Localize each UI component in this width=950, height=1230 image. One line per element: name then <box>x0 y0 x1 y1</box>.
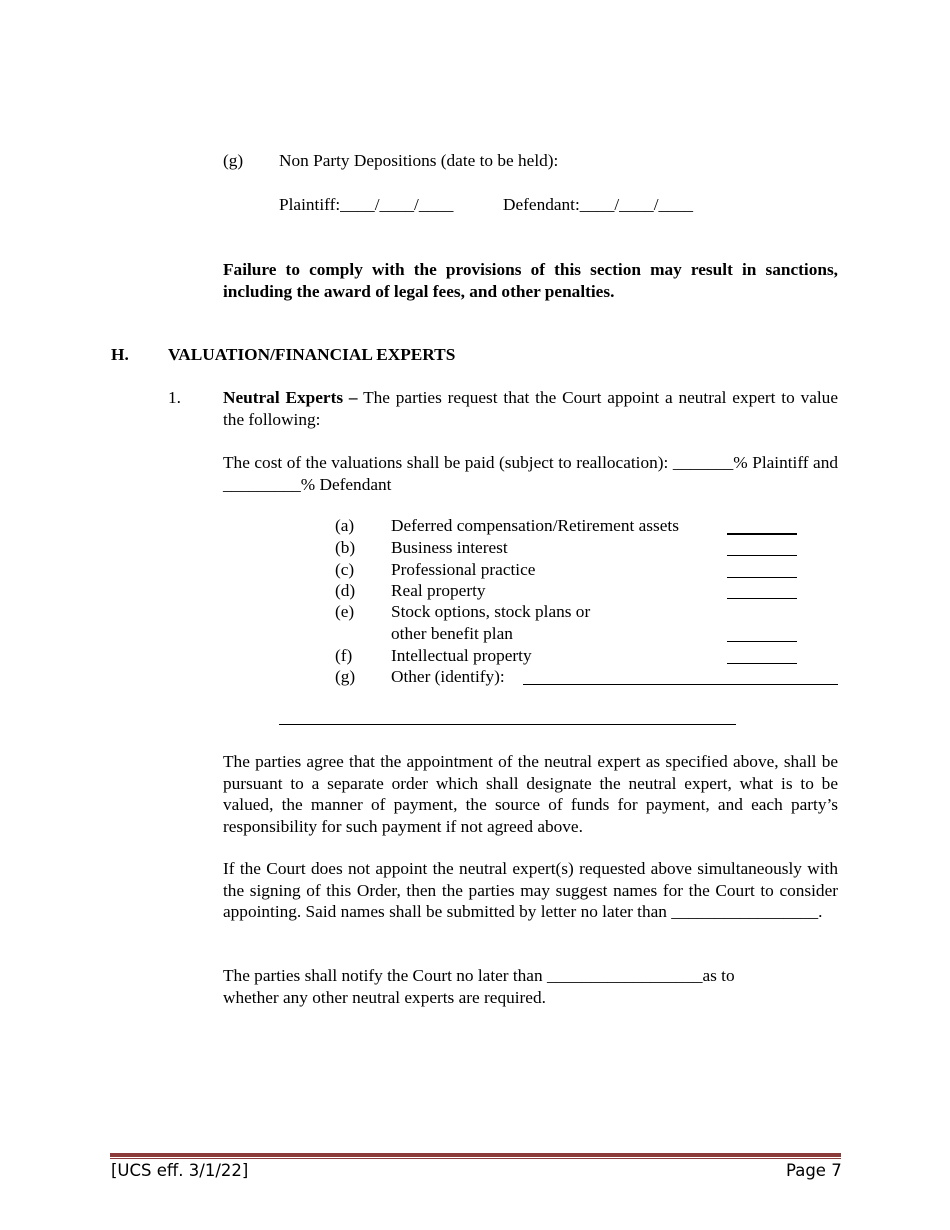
other-identify-blank-2[interactable] <box>279 724 736 725</box>
asset-text-f: Intellectual property <box>391 646 532 665</box>
footer-rule-thin <box>110 1158 841 1159</box>
notify-line-1: The parties shall notify the Court no later than __________________as to <box>223 966 735 985</box>
asset-blank-b[interactable] <box>727 555 797 556</box>
asset-blank-c[interactable] <box>727 577 797 578</box>
agreement-paragraph: The parties agree that the appointment of the neutral expert as specified above, shall be pursuant to a separate order which shall designate the neutral expert, what is to be valued, the manner of payment, the source of funds for payment, and each party’s responsibility for such payment if not agreed above. <box>223 752 838 836</box>
cost-allocation: The cost of the valuations shall be paid (subject to reallocation): _______% Plaintiff and _________% Defendant <box>223 453 838 494</box>
section-h-title: VALUATION/FINANCIAL EXPERTS <box>168 345 456 364</box>
section-h-letter: H. <box>111 345 129 364</box>
other-identify-blank[interactable] <box>523 684 838 685</box>
item-g-label: (g) <box>223 151 244 170</box>
notify-line-2: whether any other neutral experts are required. <box>223 988 546 1007</box>
para-1-body: The parties request that the Court appoint a neutral expert to value the following: <box>223 388 838 429</box>
footer-revision: [UCS eff. 3/1/22] <box>111 1161 249 1180</box>
asset-text-c: Professional practice <box>391 560 536 579</box>
asset-label-d: (d) <box>335 581 356 600</box>
footer-rule-thick <box>110 1153 841 1157</box>
para-1-text <box>223 387 838 430</box>
asset-text-d: Real property <box>391 581 486 600</box>
asset-text-a: Deferred compensation/Retirement assets <box>391 516 679 535</box>
asset-text-e: Stock options, stock plans or <box>391 602 591 621</box>
asset-label-c: (c) <box>335 560 355 579</box>
asset-blank-e[interactable] <box>727 641 797 642</box>
asset-text-g: Other (identify): <box>391 667 505 686</box>
asset-label-b: (b) <box>335 538 356 557</box>
asset-blank-f[interactable] <box>727 663 797 664</box>
para-1-number: 1. <box>168 388 181 407</box>
asset-blank-d[interactable] <box>727 598 797 599</box>
asset-text-e2: other benefit plan <box>391 624 513 643</box>
para-1-lead: Neutral Experts – <box>223 388 358 407</box>
footer-page-number: Page 7 <box>786 1161 842 1180</box>
court-appoint-paragraph: If the Court does not appoint the neutral expert(s) requested above simultaneously with the signing of this Order, then the parties may suggest names for the Court to consider appointing. Said names shall be submitted by letter no later than _________________. <box>223 859 838 921</box>
asset-label-e: (e) <box>335 602 355 621</box>
item-g-text: Non Party Depositions (date to be held): <box>279 151 559 170</box>
defendant-date-field[interactable]: Defendant:____/____/____ <box>503 195 694 214</box>
asset-blank-a[interactable] <box>727 533 797 535</box>
asset-label-f: (f) <box>335 646 353 665</box>
plaintiff-date-field[interactable]: Plaintiff:____/____/____ <box>279 195 454 214</box>
asset-label-g: (g) <box>335 667 356 686</box>
asset-label-a: (a) <box>335 516 355 535</box>
sanctions-warning: Failure to comply with the provisions of this section may result in sanctions, including the award of legal fees, and other penalties. <box>223 260 838 301</box>
asset-text-b: Business interest <box>391 538 508 557</box>
